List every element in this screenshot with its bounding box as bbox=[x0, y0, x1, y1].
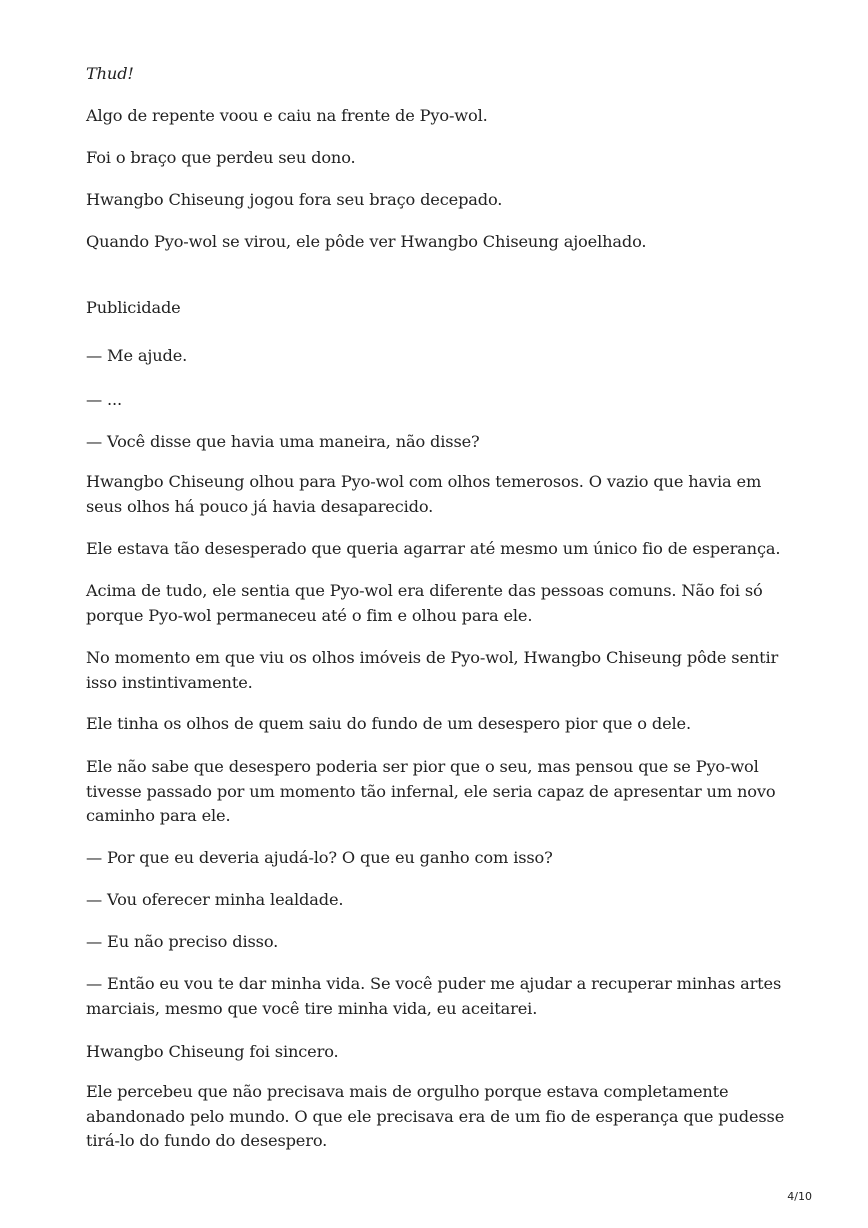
paragraph: Ele não sabe que desespero poderia ser pior que o seu, mas pensou que se Pyo-wol tivesse passado por um momento tão infernal, ele seria capaz de apresentar um novo caminho para ele. bbox=[86, 757, 776, 825]
paragraph: Hwangbo Chiseung jogou fora seu braço decepado. bbox=[86, 190, 503, 209]
dialogue-line: — ... bbox=[86, 390, 123, 409]
paragraph: Hwangbo Chiseung olhou para Pyo-wol com olhos temerosos. O vazio que havia em seus olhos há pouco já havia desaparecido. bbox=[86, 472, 762, 516]
page-number: 4/10 bbox=[787, 1190, 812, 1203]
dialogue-line: — Me ajude. bbox=[86, 346, 188, 365]
advertisement-label: Publicidade bbox=[86, 298, 181, 317]
paragraph: Ele tinha os olhos de quem saiu do fundo de um desespero pior que o dele. bbox=[86, 714, 691, 733]
dialogue-line: — Você disse que havia uma maneira, não disse? bbox=[86, 432, 480, 451]
paragraph: Quando Pyo-wol se virou, ele pôde ver Hwangbo Chiseung ajoelhado. bbox=[86, 232, 647, 251]
paragraph: Thud! bbox=[86, 64, 134, 83]
dialogue-line: — Por que eu deveria ajudá-lo? O que eu ganho com isso? bbox=[86, 848, 553, 867]
paragraph: Ele estava tão desesperado que queria agarrar até mesmo um único fio de esperança. bbox=[86, 539, 781, 558]
dialogue-line: — Eu não preciso disso. bbox=[86, 932, 279, 951]
paragraph: Hwangbo Chiseung foi sincero. bbox=[86, 1042, 339, 1061]
paragraph: Acima de tudo, ele sentia que Pyo-wol era diferente das pessoas comuns. Não foi só porque Pyo-wol permaneceu até o fim e olhou para ele. bbox=[86, 581, 763, 625]
paragraph: Ele percebeu que não precisava mais de orgulho porque estava completamente abandonado pelo mundo. O que ele precisava era de um fio de esperança que pudesse tirá-lo do fundo do desespero. bbox=[86, 1082, 785, 1150]
dialogue-line: — Então eu vou te dar minha vida. Se você puder me ajudar a recuperar minhas artes marciais, mesmo que você tire minha vida, eu aceitarei. bbox=[86, 974, 782, 1018]
paragraph: No momento em que viu os olhos imóveis de Pyo-wol, Hwangbo Chiseung pôde sentir isso instintivamente. bbox=[86, 648, 779, 692]
paragraph: Foi o braço que perdeu seu dono. bbox=[86, 148, 356, 167]
dialogue-line: — Vou oferecer minha lealdade. bbox=[86, 890, 344, 909]
paragraph: Algo de repente voou e caiu na frente de Pyo-wol. bbox=[86, 106, 488, 125]
